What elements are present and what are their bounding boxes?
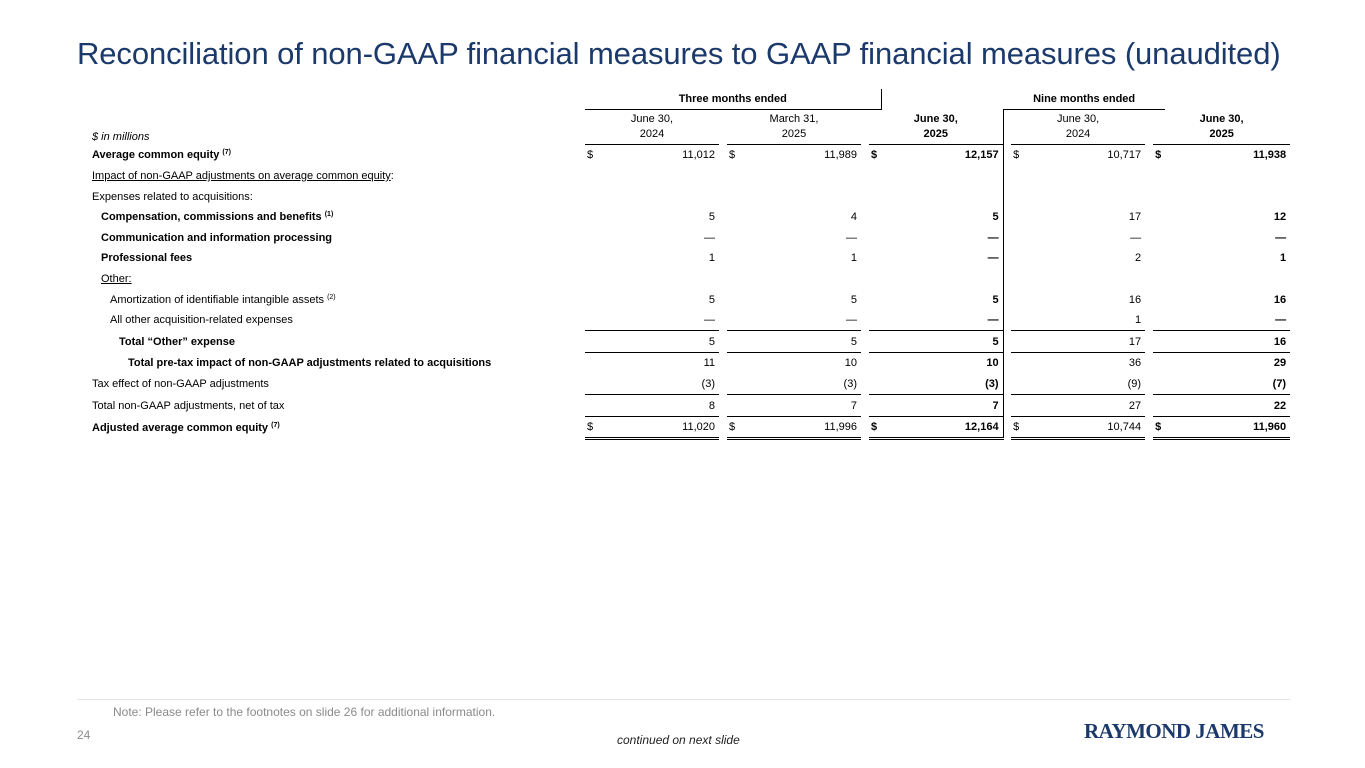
- slide-title: Reconciliation of non-GAAP financial measures to GAAP financial measures (unaudited): [77, 36, 1281, 71]
- value-cell: [881, 166, 1003, 187]
- value-cell: —: [881, 310, 1003, 331]
- value-cell: —: [846, 231, 857, 244]
- currency-symbol: [1153, 186, 1165, 207]
- value-cell: 1: [1279, 252, 1287, 265]
- currency-symbol: [727, 353, 739, 374]
- value-cell: (3): [701, 377, 715, 390]
- value-cell: [1165, 186, 1290, 207]
- currency-symbol: [727, 166, 739, 187]
- table-row: [92, 186, 1290, 207]
- value-cell: 12: [1273, 211, 1287, 224]
- currency-symbol: [869, 310, 881, 331]
- value-cell: 11,996: [739, 416, 861, 439]
- table-row: [92, 395, 1290, 417]
- value-cell: (3): [843, 377, 857, 390]
- currency-symbol: [727, 331, 739, 353]
- value-cell: 1: [1134, 314, 1142, 327]
- row-label: [92, 416, 581, 439]
- units-label: $ in millions: [92, 130, 150, 143]
- value-cell: 5: [597, 331, 719, 353]
- currency-symbol: [869, 374, 881, 395]
- value-cell: [1023, 186, 1145, 207]
- page-number: 24: [77, 728, 91, 742]
- currency-symbol: [1011, 289, 1023, 310]
- col-header: [1011, 110, 1145, 145]
- currency-symbol: [585, 227, 597, 248]
- footnote: Note: Please refer to the footnotes on slide 26 for additional information.: [113, 705, 496, 719]
- row-label: [92, 374, 581, 395]
- table-row: [92, 145, 1290, 166]
- value-cell: 16: [1128, 293, 1142, 306]
- currency-symbol: [869, 331, 881, 353]
- value-cell: 5: [850, 293, 857, 306]
- value-cell: 4: [850, 211, 857, 224]
- value-cell: 5: [708, 211, 715, 224]
- col-header: [585, 110, 719, 145]
- value-cell: 1: [850, 252, 857, 265]
- value-cell: 16: [1273, 293, 1287, 306]
- value-cell: 5: [881, 289, 1003, 310]
- continued-note: continued on next slide: [617, 733, 740, 747]
- currency-symbol: [1011, 186, 1023, 207]
- currency-symbol: [869, 269, 881, 290]
- value-cell: 29: [1165, 353, 1290, 374]
- currency-symbol: [1153, 353, 1165, 374]
- row-label: [92, 269, 581, 290]
- currency-symbol: [1011, 166, 1023, 187]
- header-group-row: [92, 89, 1290, 110]
- table-row: [92, 289, 1290, 310]
- currency-symbol: $: [869, 145, 881, 166]
- value-cell: [739, 186, 861, 207]
- value-cell: (9): [1127, 377, 1142, 390]
- table-row: [92, 227, 1290, 248]
- col-header-line1: June 30,: [1056, 113, 1100, 126]
- row-label-text: Total pre-tax impact of non-GAAP adjustments related to acquisitions: [128, 357, 492, 370]
- currency-symbol: [727, 227, 739, 248]
- table-row: [92, 374, 1290, 395]
- value-cell: 11,960: [1165, 416, 1290, 439]
- footnote-marker: (7): [222, 149, 231, 157]
- value-cell: 7: [739, 395, 861, 417]
- col-header-line1: March 31,: [769, 113, 819, 126]
- row-label: [92, 248, 581, 269]
- footnote-marker: (1): [324, 211, 334, 219]
- value-cell: 27: [1023, 395, 1145, 417]
- value-cell: 10: [881, 353, 1003, 374]
- currency-symbol: [585, 269, 597, 290]
- currency-symbol: [869, 186, 881, 207]
- value-cell: 16: [1165, 331, 1290, 353]
- currency-symbol: [727, 289, 739, 310]
- col-header-line2: 2025: [781, 128, 807, 141]
- row-label-text: Impact of non-GAAP adjustments on average common equity: [92, 169, 391, 182]
- value-cell: (3): [881, 374, 1003, 395]
- row-label-text: Compensation, commissions and benefits: [101, 211, 322, 224]
- row-label-text: Other:: [101, 272, 132, 285]
- col-header-line2: 2024: [1065, 128, 1091, 141]
- value-cell: (7): [1272, 377, 1287, 390]
- row-label-text: Amortization of identifiable intangible assets: [110, 293, 325, 306]
- value-cell: —: [881, 227, 1003, 248]
- currency-symbol: [869, 248, 881, 269]
- currency-symbol: $: [727, 145, 739, 166]
- value-cell: [739, 166, 861, 187]
- row-label-text: All other acquisition-related expenses: [110, 314, 293, 327]
- currency-symbol: [1011, 227, 1023, 248]
- value-cell: [1165, 166, 1290, 187]
- row-label-text: Professional fees: [101, 252, 193, 265]
- value-cell: 7: [881, 395, 1003, 417]
- value-cell: [881, 269, 1003, 290]
- row-label: [92, 353, 581, 374]
- currency-symbol: [1153, 395, 1165, 417]
- value-cell: [881, 186, 1003, 207]
- currency-symbol: $: [727, 416, 739, 439]
- value-cell: —: [704, 314, 715, 327]
- currency-symbol: [727, 186, 739, 207]
- table-row: [92, 310, 1290, 331]
- footnote-marker: (7): [271, 421, 280, 429]
- row-label: [92, 145, 581, 166]
- table-row: [92, 207, 1290, 228]
- currency-symbol: [1153, 248, 1165, 269]
- value-cell: 5: [881, 331, 1003, 353]
- reconciliation-table: [92, 89, 1290, 440]
- col-header-line2: 2025: [923, 128, 949, 141]
- value-cell: —: [704, 231, 715, 244]
- row-label: [92, 310, 581, 331]
- value-cell: 8: [597, 395, 719, 417]
- value-cell: 11,020: [597, 416, 719, 439]
- group-nine-months: Nine months ended: [1003, 89, 1165, 110]
- currency-symbol: [1153, 310, 1165, 331]
- col-header-line1: June 30,: [913, 113, 958, 126]
- value-cell: 17: [1128, 211, 1142, 224]
- row-label: [92, 331, 581, 353]
- value-cell: 10,744: [1023, 416, 1145, 439]
- value-cell: —: [1130, 231, 1142, 244]
- col-header-line2: 2024: [639, 128, 665, 141]
- currency-symbol: [727, 310, 739, 331]
- col-header-line2: 2025: [1209, 128, 1234, 141]
- currency-symbol: [869, 289, 881, 310]
- value-cell: 12,157: [881, 145, 1003, 166]
- value-cell: [1165, 269, 1290, 290]
- row-label: [92, 227, 581, 248]
- row-label-text: Adjusted average common equity: [92, 421, 269, 434]
- value-cell: —: [881, 248, 1003, 269]
- value-cell: [1023, 166, 1145, 187]
- currency-symbol: $: [585, 416, 597, 439]
- value-cell: 17: [1023, 331, 1145, 353]
- col-header-line1: June 30,: [1199, 113, 1244, 126]
- currency-symbol: [585, 248, 597, 269]
- currency-symbol: [727, 248, 739, 269]
- value-cell: 5: [739, 331, 861, 353]
- row-label-text: Communication and information processing: [101, 231, 333, 244]
- table-row: [92, 331, 1290, 353]
- table-row: [92, 166, 1290, 187]
- currency-symbol: [727, 374, 739, 395]
- currency-symbol: [585, 331, 597, 353]
- value-cell: 22: [1165, 395, 1290, 417]
- currency-symbol: [1011, 374, 1023, 395]
- currency-symbol: [585, 374, 597, 395]
- value-cell: 2: [1134, 252, 1142, 265]
- currency-symbol: [727, 269, 739, 290]
- currency-symbol: [1011, 395, 1023, 417]
- col-header: [727, 110, 861, 145]
- currency-symbol: [585, 353, 597, 374]
- table-row: [92, 416, 1290, 439]
- currency-symbol: [869, 207, 881, 228]
- value-cell: [597, 269, 719, 290]
- currency-symbol: [585, 207, 597, 228]
- row-label-text: Expenses related to acquisitions:: [92, 190, 253, 203]
- value-cell: —: [846, 314, 857, 327]
- value-cell: —: [1275, 314, 1287, 327]
- value-cell: 12,164: [881, 416, 1003, 439]
- row-label: [92, 186, 581, 207]
- row-label-text: Average common equity: [92, 149, 220, 162]
- value-cell: 5: [708, 293, 715, 306]
- currency-symbol: [1153, 269, 1165, 290]
- currency-symbol: [1153, 331, 1165, 353]
- currency-symbol: [727, 395, 739, 417]
- currency-symbol: [869, 227, 881, 248]
- currency-symbol: $: [1153, 145, 1165, 166]
- currency-symbol: [869, 395, 881, 417]
- row-label: [92, 395, 581, 417]
- currency-symbol: $: [585, 145, 597, 166]
- currency-symbol: [727, 207, 739, 228]
- table-body: [92, 145, 1290, 439]
- currency-symbol: [869, 166, 881, 187]
- col-header-line1: June 30,: [630, 113, 674, 126]
- currency-symbol: [585, 166, 597, 187]
- currency-symbol: [585, 186, 597, 207]
- table-row: [92, 248, 1290, 269]
- value-cell: 36: [1023, 353, 1145, 374]
- currency-symbol: [1011, 207, 1023, 228]
- currency-symbol: [1011, 353, 1023, 374]
- currency-symbol: [1011, 248, 1023, 269]
- value-cell: [597, 166, 719, 187]
- currency-symbol: [1011, 310, 1023, 331]
- value-cell: —: [1275, 231, 1287, 244]
- row-label: [92, 207, 581, 228]
- currency-symbol: [1011, 331, 1023, 353]
- row-label-text: Total non-GAAP adjustments, net of tax: [92, 399, 285, 412]
- currency-symbol: [869, 353, 881, 374]
- value-cell: [597, 186, 719, 207]
- row-label-suffix: :: [390, 169, 394, 182]
- value-cell: 11: [597, 353, 719, 374]
- currency-symbol: $: [1011, 416, 1023, 439]
- table-row: [92, 269, 1290, 290]
- value-cell: 10: [739, 353, 861, 374]
- currency-symbol: [1011, 269, 1023, 290]
- footnote-marker: (2): [327, 293, 336, 301]
- currency-symbol: [585, 395, 597, 417]
- currency-symbol: [1153, 227, 1165, 248]
- col-header: [869, 110, 1003, 145]
- raymond-james-logo: RAYMOND JAMES: [1084, 719, 1264, 743]
- value-cell: 5: [881, 207, 1003, 228]
- row-label: [92, 166, 581, 187]
- currency-symbol: [1153, 166, 1165, 187]
- table-row: [92, 353, 1290, 374]
- value-cell: 11,938: [1165, 145, 1290, 166]
- currency-symbol: $: [1011, 145, 1023, 166]
- col-header: [1153, 110, 1290, 145]
- currency-symbol: [585, 310, 597, 331]
- footer-divider: [77, 699, 1290, 700]
- currency-symbol: $: [869, 416, 881, 439]
- currency-symbol: [1153, 289, 1165, 310]
- value-cell: 10,717: [1023, 145, 1145, 166]
- row-label-text: Total “Other” expense: [119, 335, 235, 348]
- currency-symbol: [585, 289, 597, 310]
- value-cell: [1023, 269, 1145, 290]
- currency-symbol: [1153, 374, 1165, 395]
- header-date-row: [92, 110, 1290, 145]
- currency-symbol: $: [1153, 416, 1165, 439]
- currency-symbol: [1153, 207, 1165, 228]
- row-label-text: Tax effect of non-GAAP adjustments: [92, 378, 269, 391]
- value-cell: [739, 269, 861, 290]
- value-cell: 11,012: [597, 145, 719, 166]
- value-cell: 1: [708, 252, 715, 265]
- row-label: [92, 289, 581, 310]
- group-three-months: Three months ended: [585, 89, 881, 110]
- value-cell: 11,989: [739, 145, 861, 166]
